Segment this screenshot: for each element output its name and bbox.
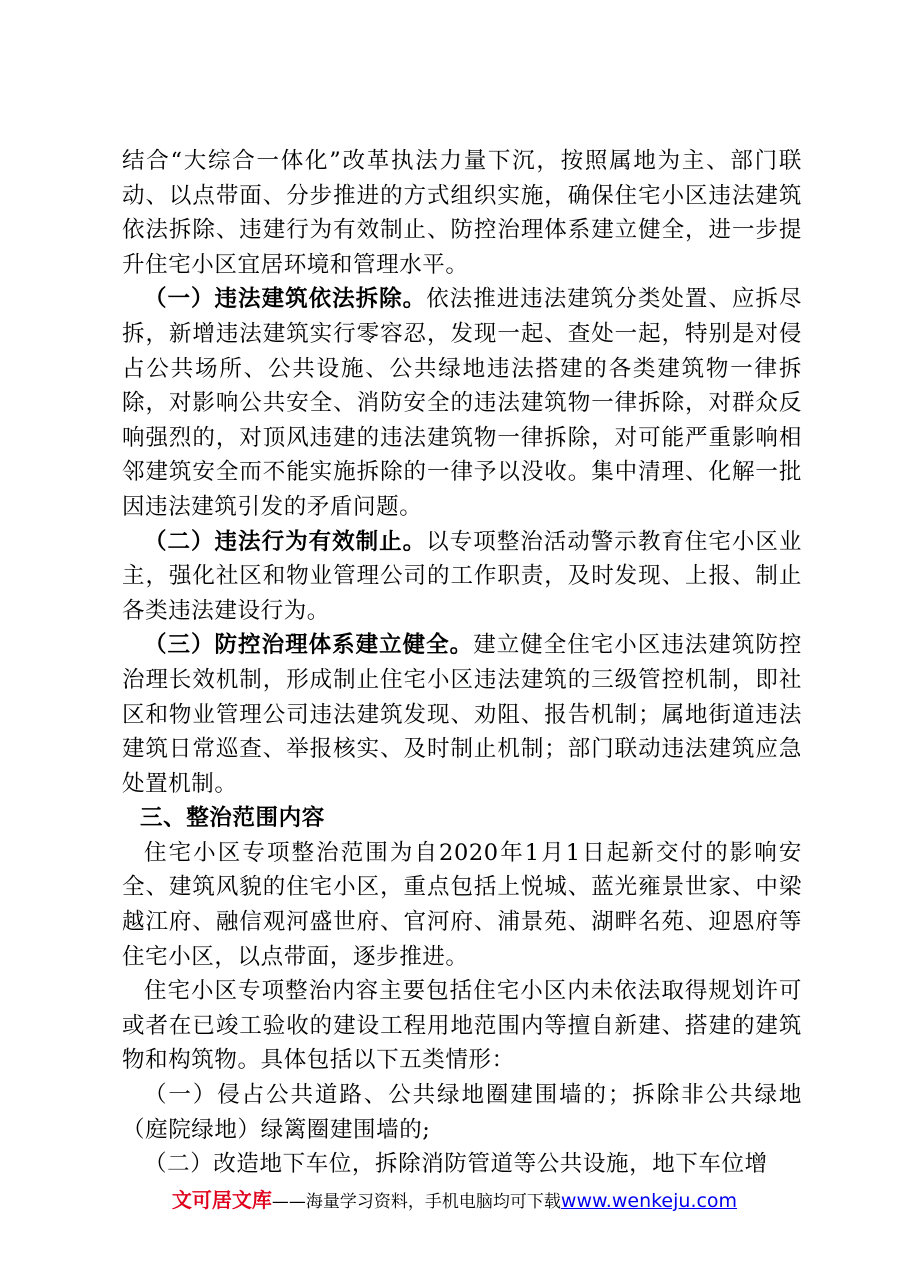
paragraph-case-2: （二）改造地下车位，拆除消防管道等公共设施，地下车位增 (144, 1151, 768, 1178)
footer-brand: 文可居文库 (171, 1188, 272, 1212)
paragraph-scope: 住宅小区专项整治范围为自2020年1月1日起新交付的影响安全、建筑风貌的住宅小区，重点包括上悦城、蓝光雍景世家、中梁越江府、融信观河盛世府、官河府、浦景苑、湖畔名苑、迎恩府等住宅小区，以点带面，逐步推进。 (122, 839, 802, 970)
paragraph-governance (122, 628, 802, 801)
paragraph-text: 建立健全住宅小区违法建筑防控治理长效机制，形成制止住宅小区违法建筑的三级管控机制，即社区和物业管理公司违法建筑发现、劝阻、报告机制；属地街道违法建筑日常巡查、举报核实、及时制止机制；部门联动违法建筑应急处置机制。 (122, 632, 802, 797)
footer-banner (0, 1184, 909, 1213)
paragraph-demolition (122, 282, 802, 524)
footer-tagline: ——海量学习资料，手机电脑均可下载 (271, 1192, 561, 1212)
paragraph-lead: （三）防控治理体系建立健全。 (144, 632, 474, 659)
paragraph-text: 以专项整治活动警示教育住宅小区业主，强化社区和物业管理公司的工作职责，及时发现、上报、制止各类违法建设行为。 (122, 528, 803, 624)
document-body (122, 144, 802, 1182)
paragraph-case-1: （一）侵占公共道路、公共绿地圈建围墙的；拆除非公共绿地（庭院绿地）绿篱圈建围墙的; (122, 1082, 802, 1143)
footer-link[interactable]: www.wenkeju.com (560, 1190, 738, 1212)
paragraph-prevention (122, 525, 802, 629)
section-heading: 三、整治范围内容 (140, 805, 325, 832)
paragraph-text: 依法推进违法建筑分类处置、应拆尽拆，新增违法建筑实行零容忍，发现一起、查处一起，特别是对侵占公共场所、公共设施、公共绿地违法搭建的各类建筑物一律拆除，对影响公共安全、消防安全的违法建筑物一律拆除，对群众反响强烈的，对顶风违建的违法建筑物一律拆除，对可能严重影响相邻建筑安全而不能实施拆除的一律予以没收。集中清理、化解一批因违法建筑引发的矛盾问题。 (122, 286, 803, 520)
paragraph-intro: 结合“大综合一体化”改革执法力量下沉，按照属地为主、部门联动、以点带面、分步推进的方式组织实施，确保住宅小区违法建筑依法拆除、违建行为有效制止、防控治理体系建立健全，进一步提升住宅小区宜居环境和管理水平。 (122, 148, 802, 278)
paragraph-content: 住宅小区专项整治内容主要包括住宅小区内未依法取得规划许可或者在已竣工验收的建设工程用地范围内等擅自新建、搭建的建筑物和构筑物。具体包括以下五类情形： (122, 978, 802, 1074)
paragraph-lead: （一）违法建筑依法拆除。 (144, 286, 427, 313)
paragraph-lead: （二）违法行为有效制止。 (144, 528, 427, 555)
